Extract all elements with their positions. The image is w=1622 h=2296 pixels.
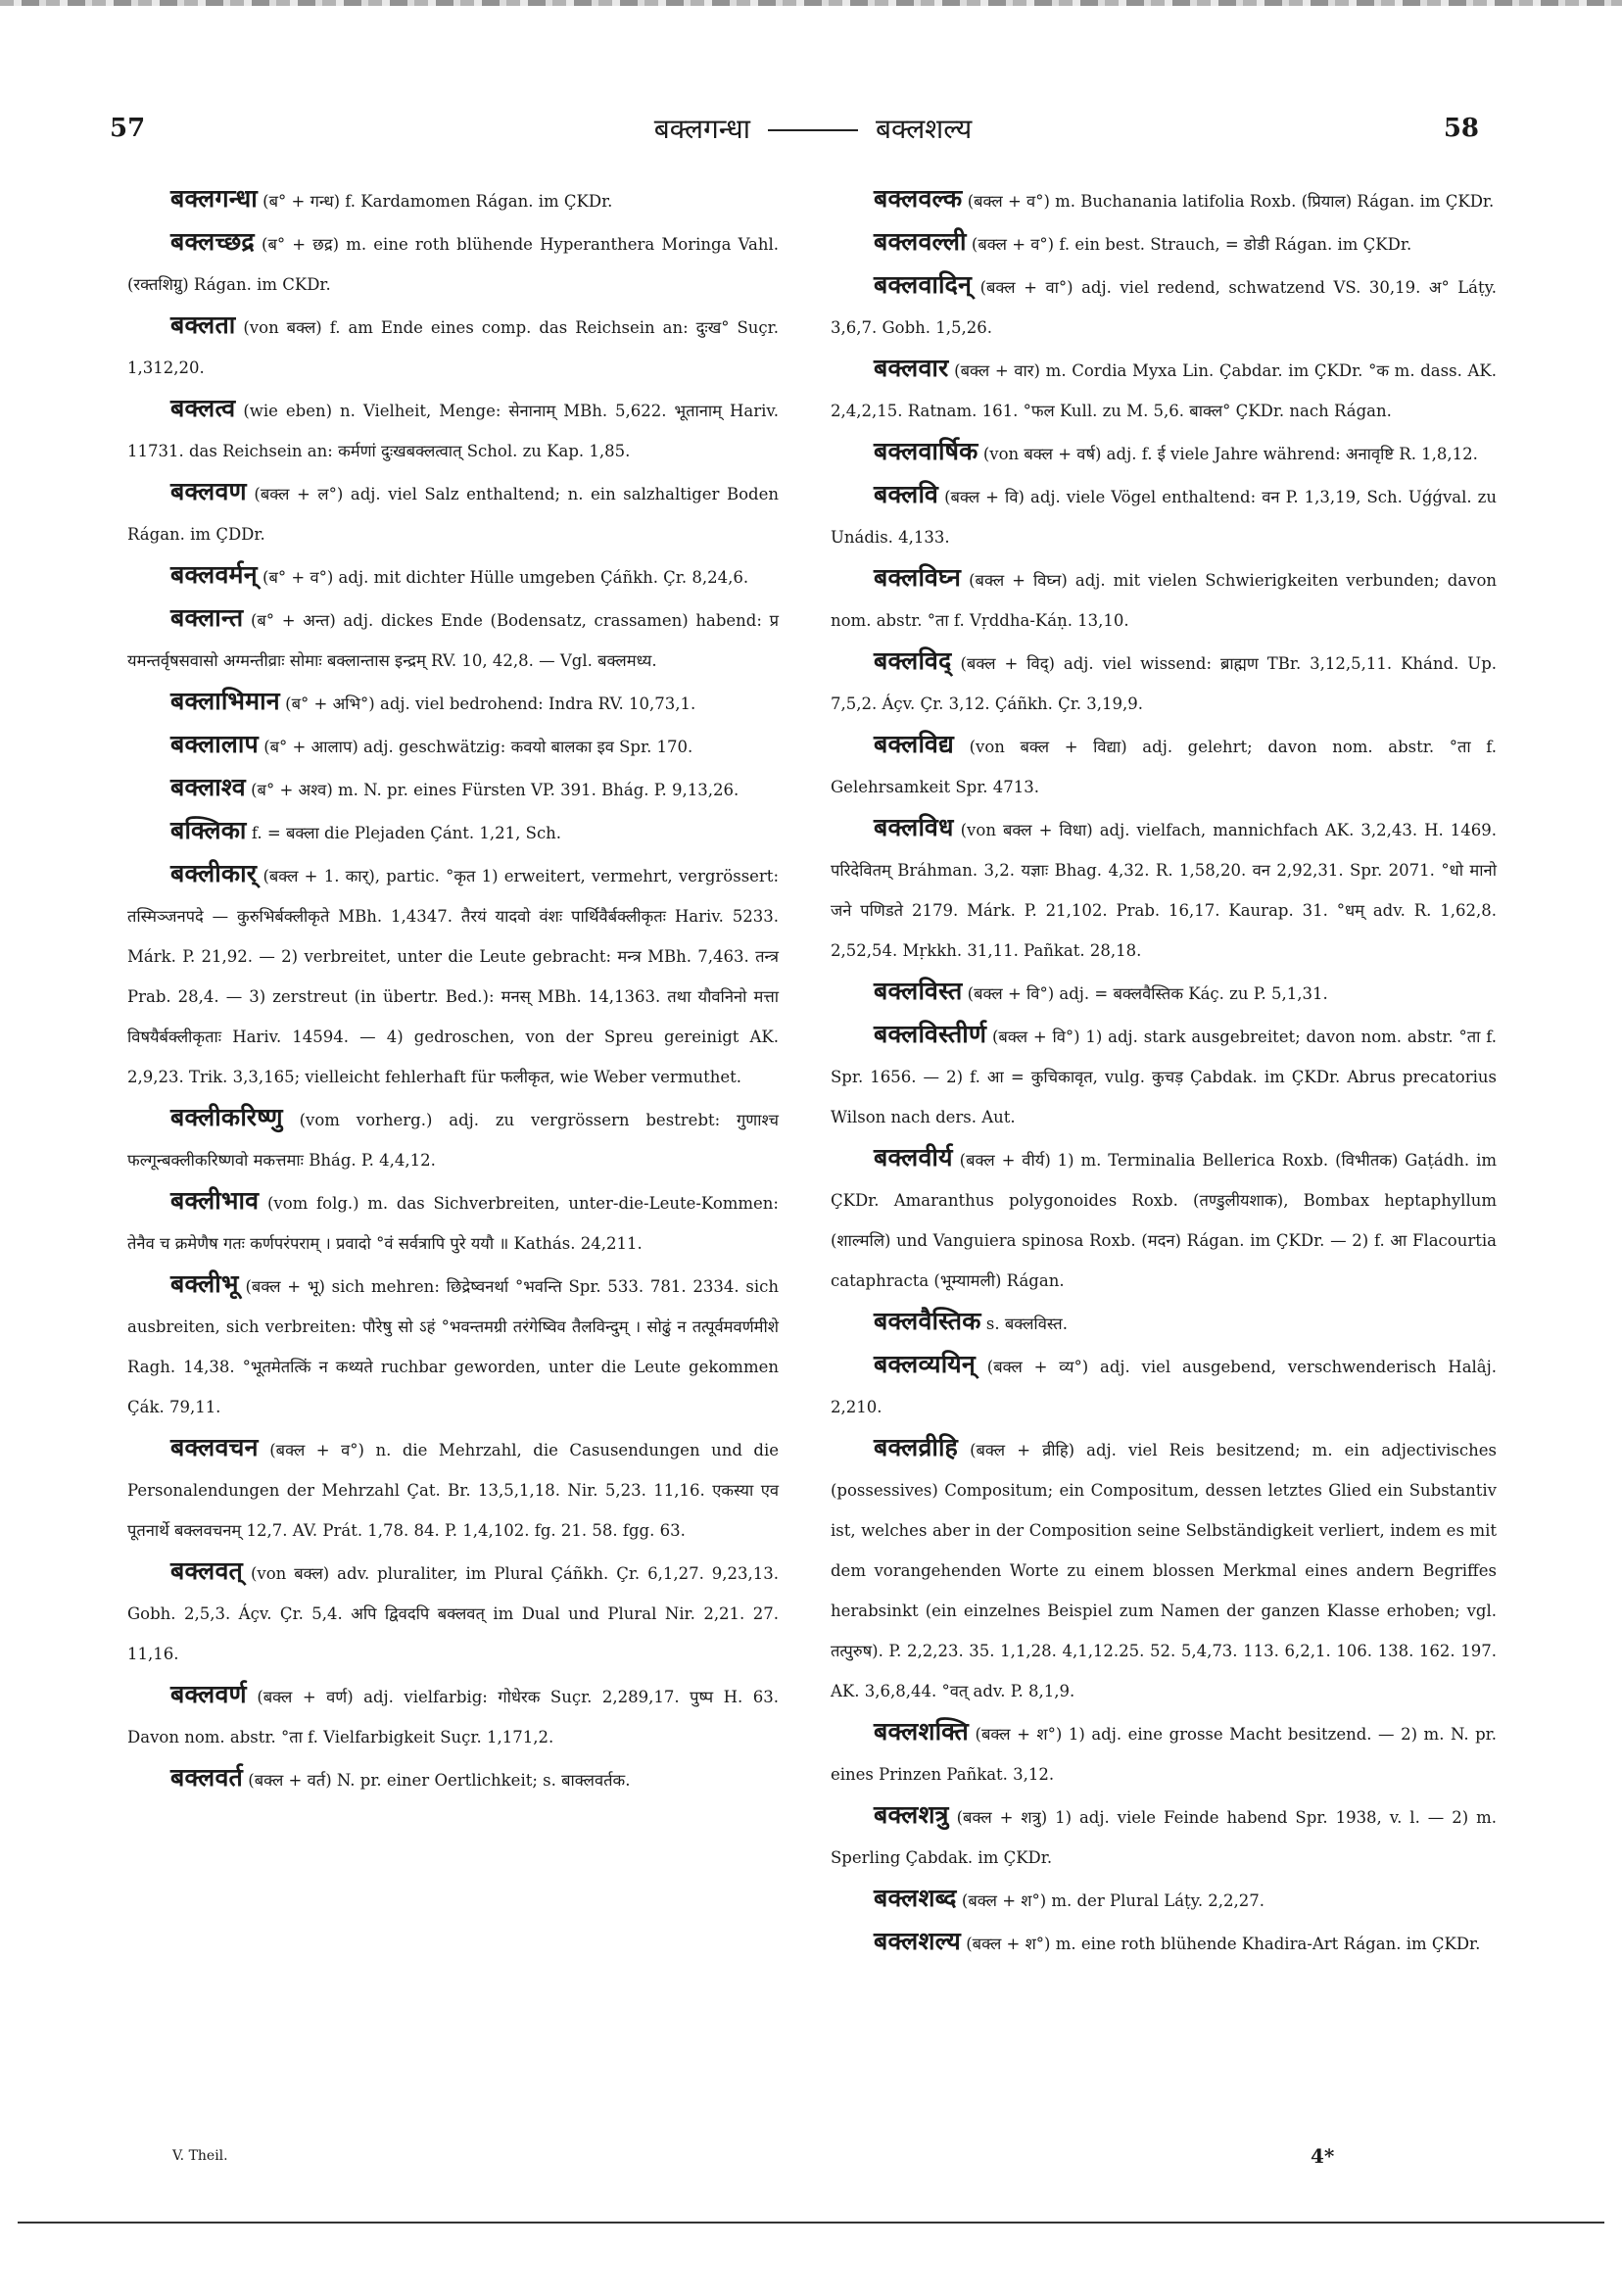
entry-definition: (ब° + व°) adj. mit dichter Hülle umgeben Çáñkh. Çr. 8,24,6. (262, 568, 749, 587)
entry-definition: (बक्ल + वि) adj. viele Vögel enthaltend: वन P. 1,3,19, Sch. Uǵǵval. zu Unádis. 4,133. (831, 488, 1497, 547)
dictionary-entry (831, 1137, 1497, 1301)
entry-headword: बक्लवल्ली (874, 227, 967, 256)
entry-headword: बक्लीभू (170, 1269, 239, 1298)
dictionary-entry (831, 1878, 1497, 1921)
running-head (578, 110, 1048, 147)
entry-definition: (बक्ल + श°) m. der Plural Láṭy. 2,2,27. (961, 1891, 1265, 1910)
entry-headword: बक्लविस्त (874, 977, 963, 1005)
entry-definition: (vom vorherg.) adj. zu vergrössern bestrebt: गुणाश्च फल्गून्बक्लीकरिष्णवो मकत्तमाः Bhág. P. 4,4,12. (127, 1111, 779, 1170)
entry-headword: बक्लिका (170, 816, 247, 844)
sheet-signature: 4* (1311, 2144, 1335, 2168)
entry-headword: बक्लवीर्य (874, 1143, 953, 1172)
dictionary-entry (831, 221, 1497, 264)
dictionary-entry (831, 807, 1497, 971)
entry-headword: बक्लवर्त (170, 1763, 244, 1792)
entry-headword: बक्लगन्धा (170, 184, 258, 213)
entry-definition: (बक्ल + वा°) adj. viel redend, schwatzend VS. 30,19. अ° Láṭy. 3,6,7. Gobh. 1,5,26. (831, 278, 1497, 337)
entry-definition: (von बक्ल) f. am Ende eines comp. das Reichsein an: दुःख° Suçr. 1,312,20. (127, 318, 779, 377)
dictionary-entry (127, 681, 779, 724)
entry-headword: बक्लालाप (170, 730, 259, 758)
entry-headword: बक्लवचन (170, 1433, 259, 1461)
entry-headword: बक्लविस्तीर्ण (874, 1020, 987, 1048)
entry-headword: बक्लवण (170, 477, 247, 505)
dictionary-entry (127, 810, 779, 853)
scan-edge (0, 0, 1622, 6)
entry-definition: (बक्ल + श°) 1) adj. eine grosse Macht besitzend. — 2) m. N. pr. eines Prinzen Pañkat. 3,12. (831, 1725, 1497, 1784)
volume-note: V. Theil. (172, 2148, 228, 2164)
dictionary-entry (831, 348, 1497, 431)
entry-definition: (बक्ल + व°) m. Buchanania latifolia Roxb. (प्रियाल) Rágan. im ÇKDr. (967, 192, 1495, 211)
entry-headword: बक्लव्ययिन् (874, 1350, 976, 1378)
entry-definition: (बक्ल + भू) sich mehren: छिद्रेष्वनर्था °भवन्ति Spr. 533. 781. 2334. sich ausbreiten, sich verbreiten: पौरेषु सो ऽहं °भवन्तमग्री तरंगेष्विव तैलविन्दुम् । सोढुं न तत्पूर्वमवर्णमीशे Ragh. 14,38. °भूतमेतत्किं न कथ्यते ruchbar geworden, unter die Leute gekommen Çák. 79,11. (127, 1277, 780, 1416)
entry-headword: बक्लशत्रु (874, 1800, 949, 1829)
dictionary-entry (831, 264, 1497, 348)
entry-headword: बक्लवल्क (874, 184, 963, 213)
entry-headword: बक्लशब्द (874, 1884, 957, 1912)
entry-definition: (बक्ल + वर्त) N. pr. einer Oertlichkeit; s. बाक्लवर्तक. (248, 1771, 631, 1790)
entry-headword: बक्लवार्षिक (874, 437, 978, 465)
entry-definition: s. बक्लविस्त. (985, 1315, 1068, 1333)
entry-headword: बक्लवर्मन् (170, 560, 258, 589)
dictionary-entry (127, 178, 779, 221)
entry-definition: (बक्ल + विघ्न) adj. mit vielen Schwierigkeiten verbunden; davon nom. abstr. °ता f. Vṛddha-Káṇ. 13,10. (831, 571, 1498, 630)
entry-headword: बक्लव्रीहि (874, 1433, 958, 1461)
entry-definition: (von बक्ल + विद्या) adj. gelehrt; davon nom. abstr. °ता f. Gelehrsamkeit Spr. 4713. (831, 738, 1497, 796)
entry-headword: बक्लाभिमान (170, 687, 280, 715)
dictionary-entry (831, 1794, 1497, 1878)
entry-headword: बक्लविध (874, 813, 954, 841)
dictionary-entry (831, 724, 1497, 807)
entry-headword: बक्लीभाव (170, 1186, 260, 1215)
dictionary-entry (127, 1427, 779, 1551)
entry-definition: (बक्ल + वार) m. Cordia Myxa Lin. Çabdar. im ÇKDr. °क m. dass. AK. 2,4,2,15. Ratnam. 161. °फल Kull. zu M. 5,6. बाक्ल° ÇKDr. nach Rágan. (831, 361, 1497, 420)
entry-definition: (बक्ल + शत्रु) 1) adj. viele Feinde habend Spr. 1938, v. l. — 2) m. Sperling Çabdak. im ÇKDr. (831, 1808, 1497, 1867)
bottom-rule (18, 2222, 1604, 2224)
entry-headword: बक्लवादिन् (874, 270, 973, 299)
entry-definition: (बक्ल + श°) m. eine roth blühende Khadira-Art Rágan. im ÇKDr. (966, 1935, 1481, 1953)
dictionary-entry (127, 767, 779, 810)
running-head-last: बक्लशल्य (875, 113, 973, 145)
entry-headword: बक्लच्छद्र (170, 227, 255, 256)
dictionary-entry (831, 1921, 1497, 1964)
dictionary-entry (127, 853, 779, 1097)
dictionary-entry (831, 431, 1497, 474)
entry-definition: (vom folg.) m. das Sichverbreiten, unter-die-Leute-Kommen: तेनैव च क्रमेणैष गतः कर्णपरंपराम् । प्रवादो °वं सर्वत्रापि पुरे ययौ ॥ Kathás. 24,211. (127, 1194, 779, 1253)
entry-definition: (wie eben) n. Vielheit, Menge: सेनानाम् MBh. 5,622. भूतानाम् Hariv. 11731. das Reichsein an: कर्मणां दुःखबक्लत्वात् Schol. zu Kap. 1,85. (127, 402, 779, 460)
dictionary-entry (127, 1180, 779, 1264)
entry-definition: (बक्ल + वि°) adj. = बक्लवैस्तिक Káç. zu P. 5,1,31. (967, 984, 1328, 1003)
entry-definition: (बक्ल + व°) n. die Mehrzahl, die Casusendungen und die Personalendungen der Mehrzahl Çat. Br. 13,5,1,18. Nir. 5,23. 11,16. एकस्या एव पूतनार्थे बक्लवचनम् 12,7. AV. Prát. 1,78. 84. P. 1,4,102. fg. 21. 58. fgg. 63. (127, 1441, 780, 1540)
dictionary-entry (127, 221, 779, 305)
entry-headword: बक्लीकरिष्णु (170, 1103, 283, 1131)
entry-headword: बक्लविघ्न (874, 563, 962, 592)
dictionary-entry (831, 1301, 1497, 1344)
page-number-right: 58 (1443, 114, 1479, 143)
dictionary-entry (127, 305, 779, 388)
dictionary-entry (127, 1097, 779, 1180)
dictionary-entry (831, 178, 1497, 221)
entry-definition: f. = बक्ला die Plejaden Çánt. 1,21, Sch. (251, 824, 562, 842)
dictionary-entry (831, 1427, 1497, 1711)
dictionary-entry (831, 557, 1497, 641)
entry-definition: (बक्ल + व्रीहि) adj. viel Reis besitzend; m. ein adjectivisches (possessives) Compositum; ein Compositum, dessen letztes Glied ein Substantiv ist, welches aber in der Composition seine Selbständigkeit verliert, indem es mit dem vorangehenden Worte zu einem blossen Merkmal eines andern Begriffes herabsinkt (ein einzelnes Beispiel zum Namen der ganzen Klasse erhoben; vgl. तत्पुरुष). P. 2,2,23. 35. 1,1,28. 4,1,12.25. 52. 5,4,73. 113. 6,2,1. 106. 138. 162. 197. AK. 3,6,8,44. °वत् adv. P. 8,1,9. (831, 1441, 1497, 1700)
entry-definition: (बक्ल + व°) f. ein best. Strauch, = डोडी Rágan. im ÇKDr. (971, 235, 1412, 254)
entry-definition: (बक्ल + 1. कार्), partic. °कृत 1) erweitert, vermehrt, vergrössert: तस्मिञ्जनपदे — कुरुभिर्बक्लीकृते MBh. 1,4347. तैरयं यादवो वंशः पार्थिवैर्बक्लीकृतः Hariv. 5233. Márk. P. 21,92. — 2) verbreitet, unter die Leute gebracht: मन्त्र MBh. 7,463. तन्त्र Prab. 28,4. — 3) zerstreut (in übertr. Bed.): मनस् MBh. 14,1363. तथा यौवनिनो मत्ता विषयैर्बक्लीकृताः Hariv. 14594. — 4) gedroschen, von der Spreu gereinigt AK. 2,9,23. Trik. 3,3,165; vielleicht fehlerhaft für फलीकृत, wie Weber vermuthet. (127, 867, 779, 1086)
dictionary-entry (127, 388, 779, 471)
entry-definition: (ब° + गन्ध) f. Kardamomen Rágan. im ÇKDr. (262, 192, 613, 211)
dictionary-entry (127, 1757, 779, 1800)
left-column (127, 178, 779, 1800)
dictionary-entry (831, 641, 1497, 724)
entry-definition: (von बक्ल + वर्ष) adj. f. ई viele Jahre während: अनावृष्टि R. 1,8,12. (982, 445, 1478, 463)
dictionary-entry (127, 724, 779, 767)
dictionary-entry (831, 1014, 1497, 1137)
entry-headword: बक्लवार (874, 354, 949, 382)
dictionary-entry (831, 1344, 1497, 1427)
entry-definition: (von बक्ल + विधा) adj. vielfach, mannichfach AK. 3,2,43. H. 1469. परिदेवितम् Bráhman. 3,2. यज्ञाः Bhag. 4,32. R. 1,58,20. वन 2,92,31. Spr. 2071. °धो मानो जने पणिडते 2179. Márk. P. 21,102. Prab. 16,17. Kaurap. 31. °धम् adv. R. 1,62,8. 2,52,54. Mṛkkh. 31,11. Pañkat. 28,18. (831, 821, 1498, 960)
dictionary-entry (127, 1551, 779, 1674)
running-head-first: बक्लगन्धा (653, 113, 750, 145)
entry-headword: बक्लविद्य (874, 730, 954, 758)
dictionary-entry (127, 471, 779, 554)
dictionary-entry (127, 598, 779, 681)
entry-headword: बक्लीकार् (170, 859, 258, 887)
entry-headword: बक्लान्त (170, 603, 244, 632)
entry-definition: (बक्ल + वि°) 1) adj. stark ausgebreitet; davon nom. abstr. °ता f. Spr. 1656. — 2) f. आ = कुचिकावृत, vulg. कुचड़ Çabdak. im ÇKDr. Abrus precatorius Wilson nach ders. Aut. (831, 1028, 1497, 1126)
entry-headword: बक्लवर्ण (170, 1680, 247, 1708)
entry-headword: बक्लता (170, 311, 236, 339)
entry-headword: बक्लवत् (170, 1556, 244, 1585)
running-head-dash (768, 129, 858, 131)
dictionary-entry (831, 1711, 1497, 1794)
entry-definition: (बक्ल + विद्) adj. viel wissend: ब्राह्मण TBr. 3,12,5,11. Khánd. Up. 7,5,2. Áçv. Çr. 3,12. Çáñkh. Çr. 3,19,9. (831, 654, 1498, 713)
dictionary-entry (831, 971, 1497, 1014)
entry-definition: (ब° + अन्त) adj. dickes Ende (Bodensatz, crassamen) habend: प्र यमन्तर्वृषसवासो अग्मन्तीव्राः सोमाः बक्लान्तास इन्द्रम् RV. 10, 42,8. — Vgl. बक्लमध्य. (127, 611, 779, 670)
entry-definition: (बक्ल + वर्ण) adj. vielfarbig: गोधेरक Suçr. 2,289,17. पुष्प H. 63. Davon nom. abstr. °ता f. Vielfarbigkeit Suçr. 1,171,2. (127, 1688, 779, 1746)
entry-definition: (बक्ल + वीर्य) 1) m. Terminalia Bellerica Roxb. (विभीतक) Gaṭádh. im ÇKDr. Amaranthus polygonoides Roxb. (तण्डुलीयशाक), Bombax heptaphyllum (शाल्मलि) und Vanguiera spinosa Roxb. (मदन) Rágan. im ÇKDr. — 2) f. आ Flacourtia cataphracta (भूम्यामली) Rágan. (831, 1151, 1497, 1290)
right-column (831, 178, 1497, 1964)
entry-definition: (बक्ल + व्य°) adj. viel ausgebend, verschwenderisch Halâj. 2,210. (831, 1358, 1498, 1416)
entry-headword: बक्लाश्व (170, 773, 246, 801)
entry-headword: बक्लवैस्तिक (874, 1307, 981, 1335)
dictionary-entry (127, 1264, 779, 1427)
dictionary-entry (831, 474, 1497, 557)
dictionary-entry (127, 1674, 779, 1757)
entry-definition: (von बक्ल) adv. pluraliter, im Plural Çáñkh. Çr. 6,1,27. 9,23,13. Gobh. 2,5,3. Áçv. Çr. 5,4. अपि द्विवदपि बक्लवत् im Dual und Plural Nir. 2,21. 27. 11,16. (127, 1564, 779, 1663)
entry-headword: बक्लत्व (170, 394, 236, 422)
entry-definition: (ब° + अश्व) m. N. pr. eines Fürsten VP. 391. Bhág. P. 9,13,26. (251, 781, 739, 799)
entry-definition: (बक्ल + ल°) adj. viel Salz enthaltend; n. ein salzhaltiger Boden Rágan. im ÇDDr. (127, 485, 779, 544)
entry-definition: (ब° + अभि°) adj. viel bedrohend: Indra RV. 10,73,1. (285, 694, 696, 713)
entry-headword: बक्लवि (874, 480, 939, 508)
entry-headword: बक्लशल्य (874, 1927, 961, 1955)
entry-headword: बक्लविद् (874, 646, 952, 675)
entry-headword: बक्लशक्ति (874, 1717, 969, 1746)
entry-definition: (ब° + आलाप) adj. geschwätzig: कवयो बालका इव Spr. 170. (263, 738, 693, 756)
dictionary-entry (127, 554, 779, 598)
entry-definition: (ब° + छद्र) m. eine roth blühende Hyperanthera Moringa Vahl. (रक्तशिग्रु) Rágan. im CKDr. (127, 235, 779, 294)
page-number-left: 57 (110, 114, 146, 143)
